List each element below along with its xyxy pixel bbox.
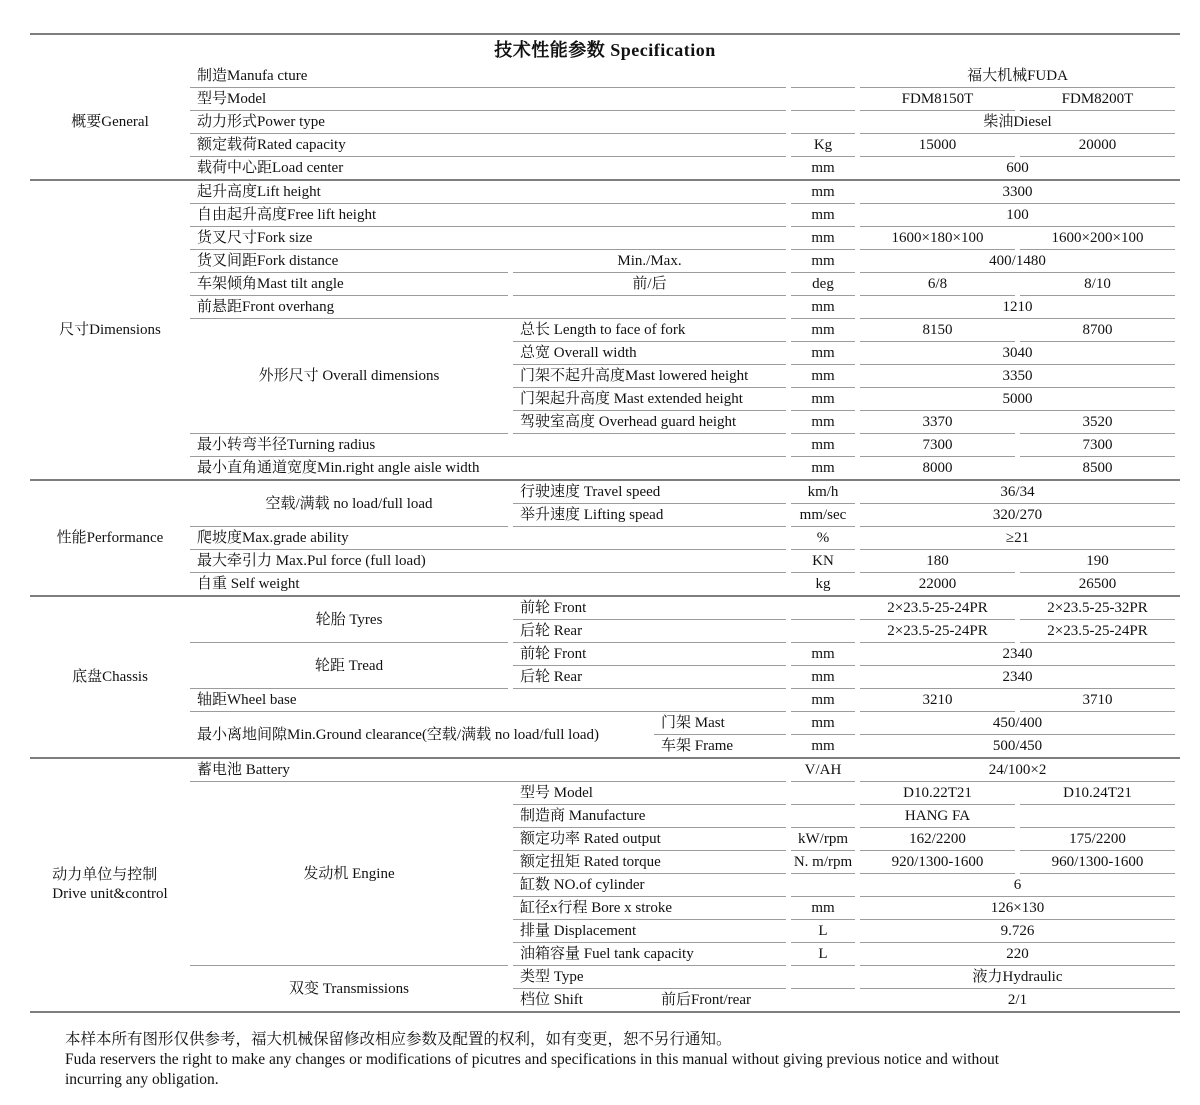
table-row	[35, 573, 1175, 595]
spec-cell: 8700	[1020, 319, 1175, 342]
spec-cell: 190	[1020, 550, 1175, 573]
spec-cell: 960/1300-1600	[1020, 851, 1175, 874]
spec-cell: 额定扭矩 Rated torque	[513, 851, 786, 874]
spec-cell: 行驶速度 Travel speed	[513, 481, 786, 504]
spec-cell: 柴油Diesel	[860, 111, 1175, 134]
section-label-text: 概要General	[71, 114, 149, 130]
spec-cell: mm/sec	[791, 504, 855, 527]
table-row	[35, 643, 1175, 666]
spec-cell: 举升速度 Lifting spead	[513, 504, 786, 527]
spec-cell: 8000	[922, 460, 953, 476]
spec-cell: %	[791, 527, 855, 550]
spec-cell: 9.726	[860, 920, 1175, 943]
spec-cell: 162/2200	[860, 828, 1015, 851]
spec-cell: KN	[791, 550, 855, 573]
spec-cell: 类型 Type	[513, 966, 786, 989]
table-row	[35, 597, 1175, 620]
empty-cell	[791, 966, 855, 989]
spec-cell: 前后Front/rear	[661, 992, 751, 1008]
spec-cell: mm	[811, 738, 835, 754]
spec-cell: 轮距 Tread	[190, 643, 508, 689]
spec-cell: mm	[791, 296, 855, 319]
section-label-text: 尺寸Dimensions	[59, 322, 161, 338]
table-row	[35, 181, 1175, 204]
spec-cell: 20000	[1020, 134, 1175, 157]
spec-cell: 6/8	[860, 273, 1015, 296]
empty-cell	[791, 597, 855, 620]
spec-cell: deg	[791, 273, 855, 296]
empty-cell	[791, 782, 855, 805]
spec-cell: 3040	[860, 342, 1175, 365]
spec-cell: 3350	[860, 365, 1175, 388]
spec-cell: 后轮 Rear	[513, 620, 786, 643]
spec-cell: mm	[791, 712, 855, 735]
spec-cell: FDM8150T	[860, 88, 1015, 111]
spec-cell: FDM8200T	[1020, 88, 1175, 111]
empty-cell	[791, 989, 855, 1011]
section-label	[35, 481, 185, 595]
table-row	[35, 782, 1175, 805]
spec-cell: 最小转弯半径Turning radius	[190, 434, 786, 457]
section-label-text: 底盘Chassis	[72, 669, 148, 685]
footnote-line: Fuda reservers the right to make any changes or modifications of picutres and specifications in this manual without giving previous notice and without	[65, 1051, 1000, 1068]
spec-cell: 货叉尺寸Fork size	[190, 227, 786, 250]
empty-cell	[791, 88, 855, 111]
spec-cell: 7300	[1020, 434, 1175, 457]
spec-cell: 2340	[860, 666, 1175, 689]
empty-cell	[791, 65, 855, 88]
spec-cell: mm	[791, 319, 855, 342]
table-row	[35, 157, 1175, 179]
spec-cell: mm	[791, 181, 855, 204]
spec-cell: kg	[815, 576, 831, 592]
spec-cell: 后轮 Rear	[513, 666, 786, 689]
spec-cell: mm	[791, 250, 855, 273]
spec-cell: mm	[811, 460, 835, 476]
spec-cell: 驾驶室高度 Overhead guard height	[513, 411, 786, 434]
spec-cell: mm	[791, 897, 855, 920]
spec-cell: 22000	[918, 576, 957, 592]
table-row	[35, 111, 1175, 134]
table-row	[35, 204, 1175, 227]
spec-cell: 型号 Model	[513, 782, 786, 805]
spec-cell: 车架 Frame	[661, 738, 734, 754]
spec-cell: 5000	[860, 388, 1175, 411]
section-label	[35, 759, 185, 1011]
section-rule	[30, 1011, 1180, 1013]
spec-cell: mm	[791, 365, 855, 388]
spec-cell: 门架不起升高度Mast lowered height	[513, 365, 786, 388]
footnote-line: 本样本所有图形仅供参考，福大机械保留修改相应参数及配置的权利，如有变更，恕不另行通知。	[65, 1031, 732, 1048]
spec-section-table	[30, 481, 1180, 595]
table-row	[35, 134, 1175, 157]
empty-cell	[1020, 805, 1175, 828]
spec-cell: V/AH	[791, 759, 855, 782]
spec-cell: 100	[860, 204, 1175, 227]
spec-cell: 福大机械FUDA	[860, 65, 1175, 88]
spec-cell: 爬坡度Max.grade ability	[190, 527, 786, 550]
spec-cell: 门架 Mast	[654, 712, 786, 735]
spec-cell: 1600×180×100	[860, 227, 1015, 250]
spec-cell: L	[791, 943, 855, 966]
section-label	[35, 181, 185, 479]
spec-cell: mm	[791, 643, 855, 666]
table-row	[35, 296, 1175, 319]
spec-cell: 油箱容量 Fuel tank capacity	[513, 943, 786, 966]
spec-cell: 2×23.5-25-32PR	[1020, 597, 1175, 620]
table-row	[35, 88, 1175, 111]
spec-cell: 3210	[860, 689, 1015, 712]
table-row	[35, 227, 1175, 250]
spec-cell: 发动机 Engine	[190, 782, 508, 966]
spec-cell: 双变 Transmissions	[289, 980, 409, 997]
spec-cell: km/h	[791, 481, 855, 504]
spec-sections	[30, 65, 1180, 1013]
section-label	[35, 597, 185, 757]
spec-cell: 最小离地间隙Min.Ground clearance(空载/满载 no load/full load)	[197, 726, 599, 743]
spec-cell: 门架起升高度 Mast extended height	[513, 388, 786, 411]
spec-cell: 500/450	[992, 738, 1043, 754]
spec-cell: 前轮 Front	[513, 643, 786, 666]
spec-cell: 轮胎 Tyres	[190, 597, 508, 643]
spec-section-table	[30, 597, 1180, 757]
footnote-line: incurring any obligation.	[65, 1071, 219, 1088]
spec-cell: ≥21	[860, 527, 1175, 550]
spec-cell: 26500	[1078, 576, 1117, 592]
spec-cell: 180	[860, 550, 1015, 573]
spec-cell: 总长 Length to face of fork	[513, 319, 786, 342]
table-row	[35, 250, 1175, 273]
spec-cell: kW/rpm	[791, 828, 855, 851]
table-row	[35, 759, 1175, 782]
table-row	[35, 481, 1175, 504]
spec-cell: mm	[791, 227, 855, 250]
spec-cell: 起升高度Lift height	[190, 181, 786, 204]
footnotes	[65, 1030, 1165, 1090]
spec-cell: D10.24T21	[1020, 782, 1175, 805]
spec-cell: 载荷中心距Load center	[197, 160, 344, 176]
spec-cell: 320/270	[860, 504, 1175, 527]
spec-cell: 前悬距Front overhang	[190, 296, 786, 319]
table-row	[35, 65, 1175, 88]
empty-cell	[791, 874, 855, 897]
spec-cell: 920/1300-1600	[860, 851, 1015, 874]
spec-cell: mm	[791, 342, 855, 365]
table-row	[35, 966, 1175, 989]
spec-cell: 前/后	[513, 273, 786, 296]
spec-cell: 总宽 Overall width	[513, 342, 786, 365]
table-row	[35, 550, 1175, 573]
spec-cell: 自由起升高度Free lift height	[190, 204, 786, 227]
spec-cell: 3710	[1020, 689, 1175, 712]
spec-cell: 额定载荷Rated capacity	[190, 134, 786, 157]
spec-cell: HANG FA	[860, 805, 1015, 828]
table-row	[35, 273, 1175, 296]
spec-cell: 自重 Self weight	[197, 576, 300, 592]
spec-cell: mm	[791, 666, 855, 689]
spec-cell: 220	[860, 943, 1175, 966]
spec-cell: 15000	[860, 134, 1015, 157]
spec-cell: 最小直角通道宽度Min.right angle aisle width	[197, 460, 480, 476]
spec-cell: 126×130	[860, 897, 1175, 920]
spec-cell: 36/34	[860, 481, 1175, 504]
spec-cell: 制造商 Manufacture	[513, 805, 786, 828]
spec-cell: mm	[791, 689, 855, 712]
spec-cell: 3370	[860, 411, 1015, 434]
spec-cell: mm	[791, 388, 855, 411]
table-row	[35, 319, 1175, 342]
spec-cell: 400/1480	[860, 250, 1175, 273]
section-label-text: 动力单位与控制 Drive unit&control	[52, 867, 168, 902]
empty-cell	[791, 620, 855, 643]
spec-cell: mm	[791, 434, 855, 457]
spec-table	[30, 33, 1180, 1013]
spec-cell: 175/2200	[1020, 828, 1175, 851]
spec-section-table	[30, 65, 1180, 179]
spec-cell: mm	[791, 411, 855, 434]
spec-cell: 3520	[1020, 411, 1175, 434]
spec-cell: 缸数 NO.of cylinder	[513, 874, 786, 897]
spec-cell: 蓄电池 Battery	[190, 759, 786, 782]
spec-cell: N. m/rpm	[791, 851, 855, 874]
page-title: 技术性能参数 Specification	[494, 40, 716, 60]
spec-cell: D10.22T21	[860, 782, 1015, 805]
spec-cell: 货叉间距Fork distance	[190, 250, 508, 273]
spec-cell: 空载/满载 no load/full load	[190, 481, 508, 527]
spec-cell: 外形尺寸 Overall dimensions	[190, 319, 508, 434]
spec-cell: 液力Hydraulic	[860, 966, 1175, 989]
spec-cell: mm	[791, 204, 855, 227]
spec-cell: mm	[811, 160, 835, 176]
spec-cell: 轴距Wheel base	[190, 689, 786, 712]
spec-cell: 600	[1006, 160, 1029, 176]
spec-cell: 450/400	[860, 712, 1175, 735]
table-row	[35, 689, 1175, 712]
spec-cell: L	[791, 920, 855, 943]
spec-cell: Min./Max.	[513, 250, 786, 273]
spec-cell: Kg	[791, 134, 855, 157]
spec-cell: 8150	[860, 319, 1015, 342]
spec-cell: 6	[860, 874, 1175, 897]
spec-cell: 排量 Displacement	[513, 920, 786, 943]
spec-cell: 前轮 Front	[513, 597, 786, 620]
table-row	[35, 434, 1175, 457]
spec-cell: 档位 Shift	[520, 992, 583, 1008]
spec-cell: 缸径x行程 Bore x stroke	[513, 897, 786, 920]
spec-cell: 制造Manufa cture	[190, 65, 786, 88]
spec-cell: 1600×200×100	[1020, 227, 1175, 250]
spec-section-table	[30, 759, 1180, 1011]
spec-cell: 额定功率 Rated output	[513, 828, 786, 851]
table-row	[35, 712, 1175, 735]
spec-cell: 型号Model	[190, 88, 786, 111]
spec-cell: 2×23.5-25-24PR	[860, 597, 1015, 620]
spec-cell: 2/1	[1007, 992, 1028, 1008]
spec-cell: 2340	[860, 643, 1175, 666]
spec-section-table	[30, 181, 1180, 479]
spec-cell: 动力形式Power type	[190, 111, 786, 134]
empty-cell	[791, 111, 855, 134]
spec-cell: 24/100×2	[860, 759, 1175, 782]
spec-cell: 2×23.5-25-24PR	[1020, 620, 1175, 643]
spec-cell: 8500	[1082, 460, 1113, 476]
spec-cell: 1210	[860, 296, 1175, 319]
spec-cell: 2×23.5-25-24PR	[860, 620, 1015, 643]
spec-cell: 车架倾角Mast tilt angle	[190, 273, 508, 296]
spec-cell: 最大牵引力 Max.Pul force (full load)	[190, 550, 786, 573]
table-row	[35, 457, 1175, 479]
empty-cell	[791, 805, 855, 828]
spec-cell: 8/10	[1020, 273, 1175, 296]
spec-cell: 3300	[860, 181, 1175, 204]
section-label	[35, 65, 185, 179]
section-label-text: 性能Performance	[56, 530, 164, 546]
spec-cell: 7300	[860, 434, 1015, 457]
table-row	[35, 527, 1175, 550]
